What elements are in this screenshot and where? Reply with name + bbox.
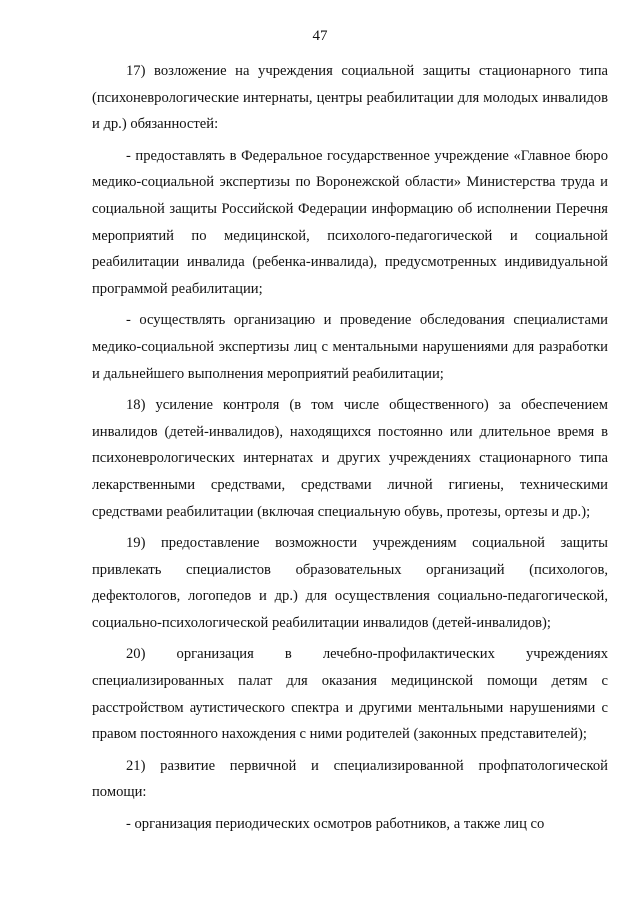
page-number: 47 (312, 28, 328, 44)
paragraph-periodic-checkups: - организация периодических осмотров работников, а также лиц со (126, 816, 545, 833)
paragraph-item-19: 19) предоставление возможности учреждениям социальной защиты привлекать специалистов образовательных организаций (психологов, дефектологов, логопедов и др.) для осуществления социально-педагогической, социально-психологической реабилитации инвалидов (детей-инвалидов); (92, 535, 608, 631)
paragraph-item-17: 17) возложение на учреждения социальной защиты стационарного типа (психоневрологические интернаты, центры реабилитации для молодых инвалидов и др.) обязанностей: (92, 63, 608, 133)
paragraph-bureau-information: - предоставлять в Федеральное государственное учреждение «Главное бюро медико-социальной экспертизы по Воронежской области» Министерства труда и социальной защиты Российской Федерации информацию об исполнении Перечня мероприятий по медицинской, психолого-педагогической и социальной реабилитации инвалида (ребенка-инвалида), предусмотренных индивидуальной программой реабилитации; (92, 147, 608, 297)
paragraph-item-20: 20) организация в лечебно-профилактических учреждениях специализированных палат для оказания медицинской помощи детям с расстройством аутистического спектра и другими ментальными нарушениями с правом постоянного нахождения с ними родителей (законных представителей); (92, 646, 608, 743)
paragraph-item-18: 18) усиление контроля (в том числе общественного) за обеспечением инвалидов (детей-инвалидов), находящихся постоянно или длительное время в психоневрологических интернатах и других учреждениях стационарного типа лекарственными средствами, средствами личной гигиены, техническими средствами реабилитации (включая специальную обувь, протезы, ортезы и др.); (92, 397, 608, 520)
paragraph-examination-organization: - осуществлять организацию и проведение обследования специалистами медико-социальной экспертизы лиц с ментальными нарушениями для разработки и дальнейшего выполнения мероприятий реабилитации; (92, 312, 608, 382)
document-body (92, 58, 608, 843)
paragraph-item-21: 21) развитие первичной и специализированной профпатологической помощи: (92, 757, 608, 801)
